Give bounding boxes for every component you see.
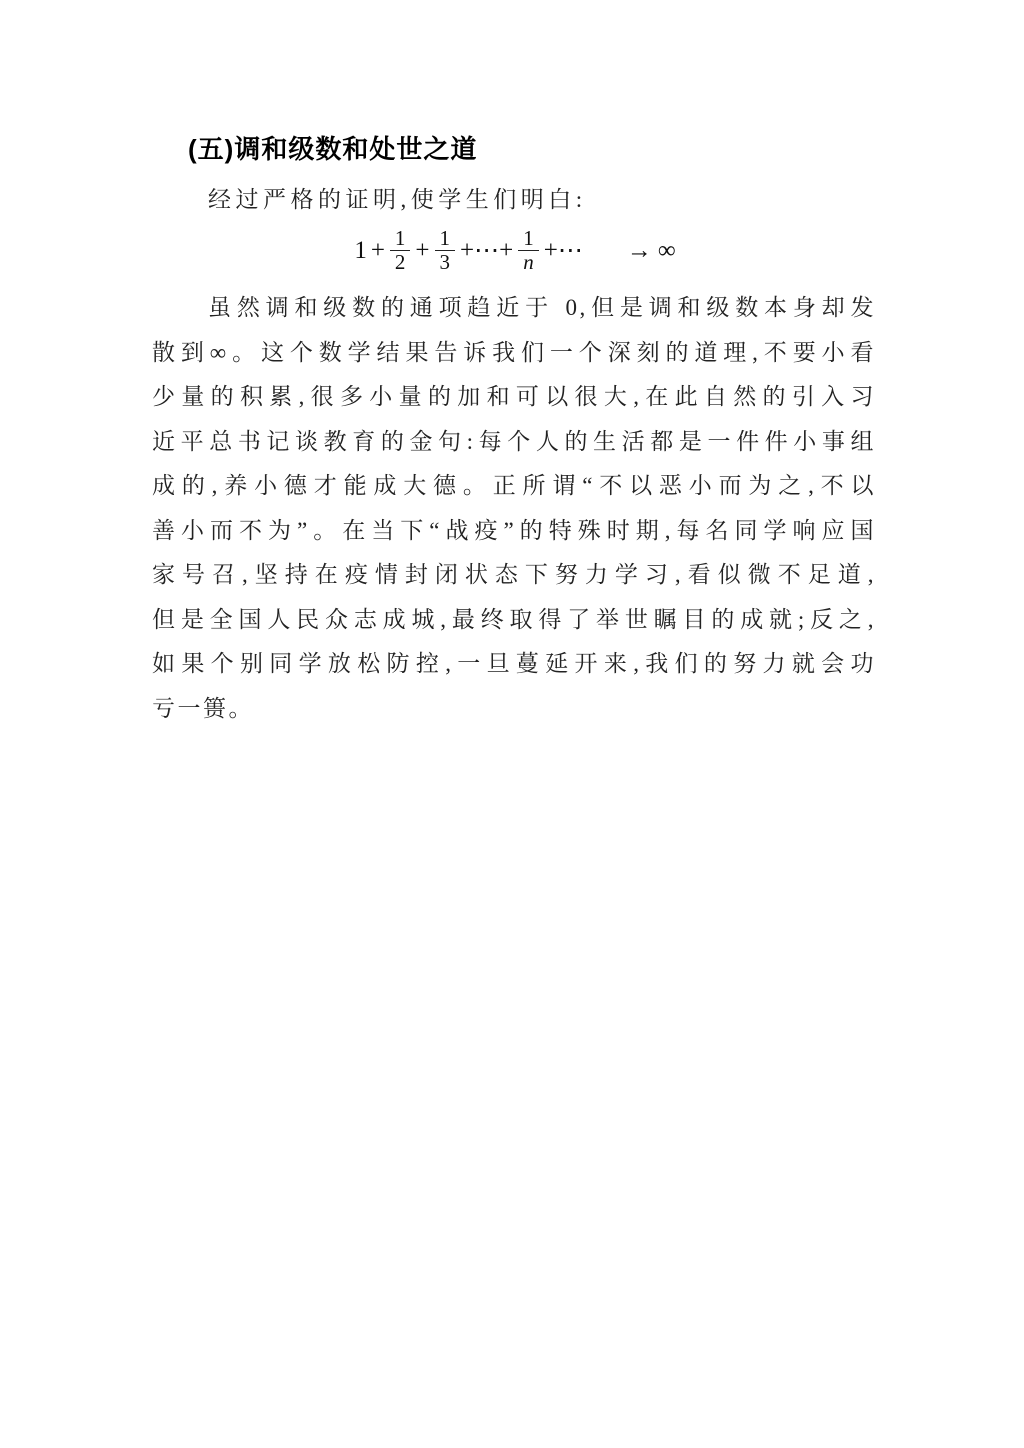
fraction-one-half xyxy=(390,227,411,274)
infinity-symbol: ∞ xyxy=(657,237,676,264)
paragraph-line: 散到∞。这个数学结果告诉我们一个深刻的道理,不要小看 xyxy=(152,339,876,365)
paragraph-line: 近平总书记谈教育的金句:每个人的生活都是一件件小事组 xyxy=(152,428,876,454)
limit-expression xyxy=(627,237,676,264)
formula-trailing-ellipsis: +⋯ xyxy=(543,237,583,264)
formula-plus: + xyxy=(370,237,385,264)
formula-ellipsis-plus: +⋯+ xyxy=(460,237,514,264)
section-heading: (五)调和级数和处世之道 xyxy=(188,134,478,164)
paragraph-line: 亏一篑。 xyxy=(152,695,254,721)
paragraph-line: 善小而不为”。在当下“战疫”的特殊时期,每名同学响应国 xyxy=(152,517,876,543)
paragraph-line: 家号召,坚持在疫情封闭状态下努力学习,看似微不足道, xyxy=(152,562,876,587)
intro-sentence: 经过严格的证明,使学生们明白: xyxy=(208,187,587,212)
fraction-denominator-n: n xyxy=(518,250,539,274)
paragraph-line: 成的,养小德才能成大德。正所谓“不以恶小而为之,不以 xyxy=(152,473,876,498)
fraction-one-nth xyxy=(518,227,539,274)
paragraph-line: 虽然调和级数的通项趋近于 0,但是调和级数本身却发 xyxy=(208,295,876,320)
fraction-denominator: 3 xyxy=(435,250,456,274)
paragraph-line: 如果个别同学放松防控,一旦蔓延开来,我们的努力就会功 xyxy=(152,651,876,676)
fraction-numerator: 1 xyxy=(439,225,451,250)
fraction-one-third xyxy=(435,227,456,274)
page-content xyxy=(152,0,876,731)
formula-term-one: 1 xyxy=(354,237,367,264)
fraction-denominator: 2 xyxy=(390,250,411,274)
body-paragraph xyxy=(152,286,876,731)
fraction-numerator: 1 xyxy=(523,225,534,250)
paragraph-line: 但是全国人民众志成城,最终取得了举世瞩目的成就;反之, xyxy=(152,606,876,632)
arrow-icon: → xyxy=(626,237,652,264)
paragraph-line: 少量的积累,很多小量的加和可以很大,在此自然的引入习 xyxy=(152,384,876,409)
formula-plus: + xyxy=(415,237,430,264)
harmonic-series-formula xyxy=(152,224,876,278)
fraction-numerator: 1 xyxy=(394,225,406,250)
